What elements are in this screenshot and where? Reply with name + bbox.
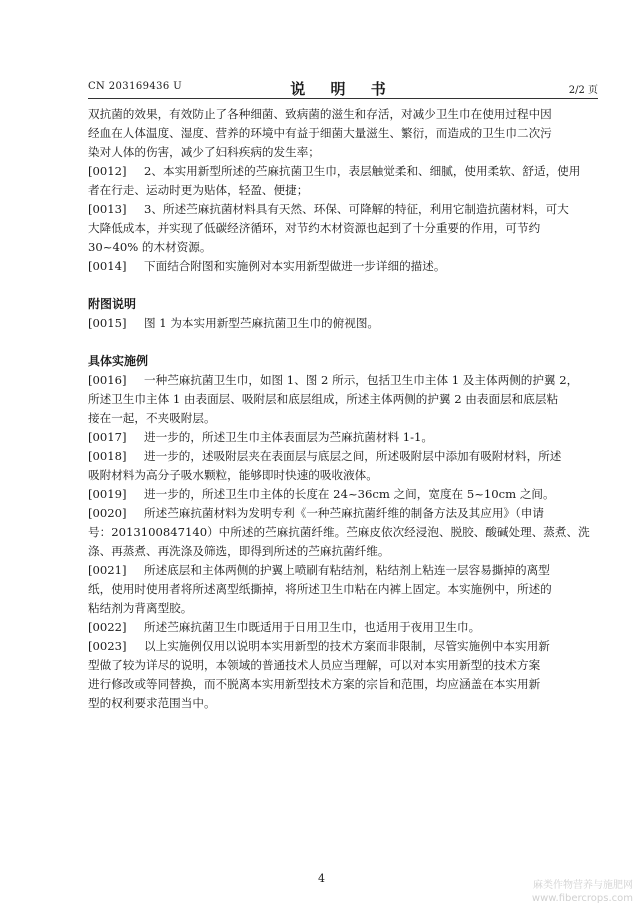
paragraph-number: [0014]	[88, 259, 127, 273]
paragraph-group-b	[88, 314, 600, 333]
paragraph-number: [0012]	[88, 164, 127, 178]
paragraph-text: 3、所述苎麻抗菌材料具有天然、环保、可降解的特征，利用它制造抗菌材料，可大	[144, 202, 569, 216]
paragraph-first-line	[88, 428, 600, 447]
paragraph-continuation: 型的权利要求范围当中。	[88, 696, 216, 710]
patent-number: CN 203169436 U	[88, 81, 183, 92]
paragraph-text: 所述苎麻抗菌材料为发明专利《一种苎麻抗菌纤维的制备方法及其应用》（申请	[144, 506, 544, 520]
paragraph	[88, 637, 600, 713]
paragraph-group-c	[88, 371, 600, 713]
paragraph-first-line	[88, 371, 600, 390]
page-header	[88, 79, 598, 99]
paragraph-number: [0015]	[88, 316, 127, 330]
paragraph	[88, 200, 600, 257]
paragraph	[88, 485, 600, 504]
paragraph-continuation: 30~40% 的木材资源。	[88, 240, 212, 254]
paragraph	[88, 162, 600, 200]
paragraph-number: [0023]	[88, 639, 127, 653]
paragraph-continuation: 所述卫生巾主体 1 由表面层、吸附层和底层组成，所述主体两侧的护翼 2 由表面层和底层粘	[88, 392, 559, 406]
paragraph-first-line	[88, 561, 600, 580]
paragraph-text: 进一步的，所述卫生巾主体表面层为苎麻抗菌材料 1-1。	[144, 430, 434, 444]
spacer	[88, 276, 600, 295]
paragraph-continuation: 纸，使用时使用者将所述离型纸撕掉，将所述卫生巾粘在内裤上固定。本实施例中，所述的	[88, 582, 552, 596]
watermark	[532, 879, 633, 905]
paragraph-text: 2、本实用新型所述的苎麻抗菌卫生巾，表层触觉柔和、细腻，使用柔软、舒适，使用	[144, 164, 581, 178]
paragraph-first-line	[88, 314, 600, 333]
text-line: 双抗菌的效果，有效防止了各种细菌、致病菌的滋生和存活，对减少卫生巾在使用过程中因	[88, 107, 552, 121]
section-heading-embodiment: 具体实施例	[88, 354, 149, 368]
page-indicator: 2/2 页	[568, 85, 598, 96]
paragraph-continuation: 接在一起，不夹吸附层。	[88, 411, 216, 425]
paragraph-text: 所述底层和主体两侧的护翼上喷刷有粘结剂，粘结剂上粘连一层容易撕掉的离型	[144, 563, 550, 577]
paragraph-continuation: 涤、再蒸煮、再洗涤及筛选，即得到所述的苎麻抗菌纤维。	[88, 544, 390, 558]
paragraph-continuation: 大降低成本，并实现了低碳经济循环，对节约木材资源也起到了十分重要的作用，可节约	[88, 221, 541, 235]
paragraph-first-line	[88, 200, 600, 219]
document-body	[88, 105, 600, 713]
page-number: 4	[318, 872, 325, 885]
paragraph-continuation: 吸附材料为高分子吸水颗粒，能够即时快速的吸收液体。	[88, 468, 378, 482]
paragraph	[88, 314, 600, 333]
paragraph-text: 一种苎麻抗菌卫生巾，如图 1、图 2 所示，包括卫生巾主体 1 及主体两侧的护翼 2，	[144, 373, 579, 387]
paragraph-number: [0016]	[88, 373, 127, 387]
paragraph	[88, 257, 600, 276]
paragraph-text: 所述苎麻抗菌卫生巾既适用于日用卫生巾，也适用于夜用卫生巾。	[144, 620, 481, 634]
paragraph-number: [0017]	[88, 430, 127, 444]
paragraph-number: [0020]	[88, 506, 127, 520]
section-heading-figures: 附图说明	[88, 297, 137, 311]
watermark-name: 麻类作物营养与施肥网	[533, 880, 633, 891]
paragraph-first-line	[88, 162, 600, 181]
paragraph-text: 进一步的，所述卫生巾主体的长度在 24~36cm 之间，宽度在 5~10cm 之间。	[144, 487, 555, 501]
header-rule	[88, 98, 598, 99]
watermark-url: www.fibercrops.com	[531, 893, 633, 904]
paragraph-first-line	[88, 447, 600, 466]
paragraph	[88, 428, 600, 447]
paragraph	[88, 447, 600, 485]
paragraph	[88, 618, 600, 637]
paragraph-continuation: 号：2013100847140）中所述的苎麻抗菌纤维。苎麻皮依次经浸泡、脱胶、酸碱处理、蒸煮、洗	[88, 525, 590, 539]
paragraph-continuation: 粘结剂为背离型胶。	[88, 601, 193, 615]
paragraph-continuation: 进行修改或等同替换，而不脱离本实用新型技术方案的宗旨和范围，均应涵盖在本实用新	[88, 677, 541, 691]
paragraph-text: 图 1 为本实用新型苎麻抗菌卫生巾的俯视图。	[144, 316, 380, 330]
paragraph-text: 下面结合附图和实施例对本实用新型做进一步详细的描述。	[144, 259, 446, 273]
paragraph-number: [0022]	[88, 620, 127, 634]
paragraph-continuation: 者在行走、运动时更为贴体，轻盈、便捷；	[88, 183, 309, 197]
paragraph-first-line	[88, 637, 600, 656]
paragraph	[88, 561, 600, 618]
text-line: 经血在人体温度、湿度、营养的环境中有益于细菌大量滋生、繁衍，而造成的卫生巾二次污	[88, 126, 552, 140]
intro-text	[88, 105, 600, 162]
paragraph-text: 以上实施例仅用以说明本实用新型的技术方案而非限制，尽管实施例中本实用新	[144, 639, 550, 653]
document-title: 说 明 书	[290, 80, 396, 98]
paragraph-number: [0018]	[88, 449, 127, 463]
paragraph-group-a	[88, 162, 600, 276]
paragraph-number: [0013]	[88, 202, 127, 216]
text-line: 染对人体的伤害，减少了妇科疾病的发生率；	[88, 145, 320, 159]
paragraph-first-line	[88, 618, 600, 637]
paragraph	[88, 504, 600, 561]
spacer	[88, 333, 600, 352]
paragraph-first-line	[88, 504, 600, 523]
paragraph-text: 进一步的，述吸附层夹在表面层与底层之间，所述吸附层中添加有吸附材料，所述	[144, 449, 562, 463]
paragraph-first-line	[88, 257, 600, 276]
paragraph-first-line	[88, 485, 600, 504]
paragraph	[88, 371, 600, 428]
paragraph-number: [0019]	[88, 487, 127, 501]
paragraph-number: [0021]	[88, 563, 127, 577]
paragraph-continuation: 型做了较为详尽的说明，本领域的普通技术人员应当理解，可以对本实用新型的技术方案	[88, 658, 541, 672]
